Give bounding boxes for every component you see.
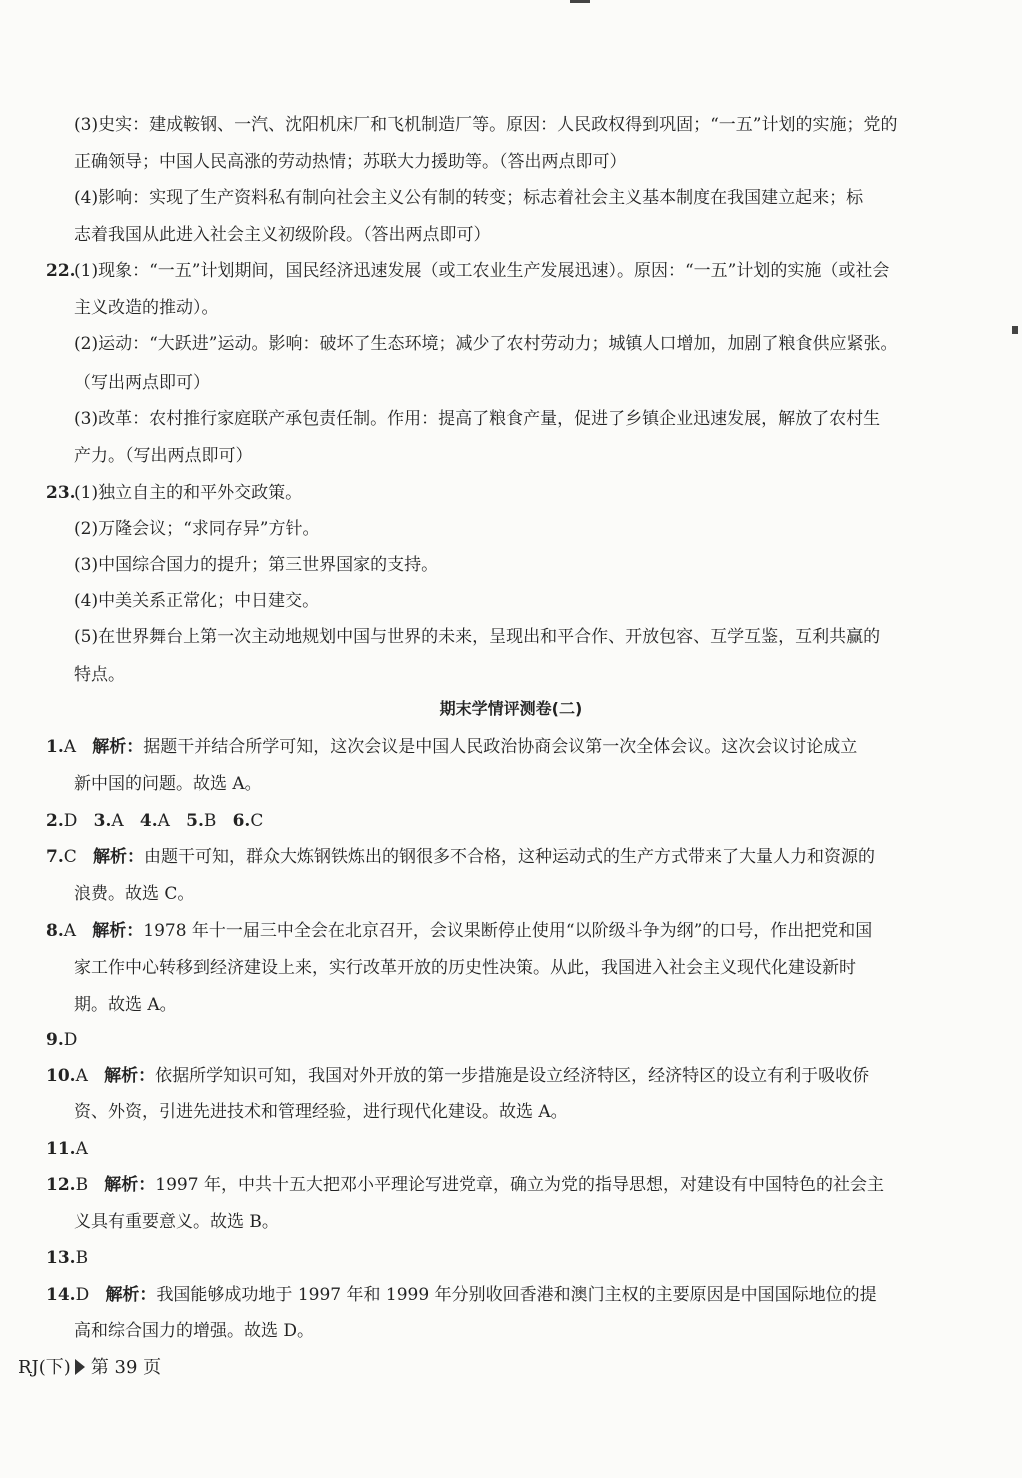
answer-choice: A bbox=[157, 811, 170, 831]
answer-number: 1. bbox=[46, 737, 64, 757]
answer-choice: A bbox=[111, 811, 124, 831]
answers-2-6 bbox=[46, 810, 263, 832]
analysis-text: 据题干并结合所学可知，这次会议是中国人民政治协商会议第一次全体会议。这次会议讨论成立 bbox=[143, 737, 858, 757]
answer-number: 5. bbox=[186, 811, 204, 831]
answer-9 bbox=[46, 1029, 77, 1051]
answer-choice: B bbox=[203, 811, 217, 831]
scan-mark bbox=[570, 0, 590, 3]
answer-choice: A bbox=[75, 1139, 88, 1159]
margin-mark bbox=[1012, 326, 1018, 334]
answer-number: 12. bbox=[46, 1175, 76, 1195]
answer-13 bbox=[46, 1247, 88, 1269]
q21-part4-line2: 志着我国从此进入社会主义初级阶段。（答出两点即可） bbox=[74, 225, 491, 245]
answer-number: 9. bbox=[46, 1030, 64, 1050]
answer-number: 2. bbox=[46, 811, 64, 831]
page-footer bbox=[18, 1356, 161, 1380]
answer-choice: D bbox=[63, 1030, 78, 1050]
q22-part3-line2: 产力。（写出两点即可） bbox=[74, 446, 253, 466]
q23-part2: (2)万隆会议；“求同存异”方针。 bbox=[74, 519, 320, 539]
q21-part3-line2: 正确领导；中国人民高涨的劳动热情；苏联大力援助等。（答出两点即可） bbox=[74, 152, 627, 172]
answer-number: 13. bbox=[46, 1248, 76, 1268]
q23-part1: (1)独立自主的和平外交政策。 bbox=[74, 483, 303, 503]
edition-label: RJ(下) bbox=[18, 1357, 71, 1378]
answer-number: 6. bbox=[232, 811, 251, 831]
q23-part4: (4)中美关系正常化；中日建交。 bbox=[74, 591, 320, 611]
answer-choice: D bbox=[75, 1285, 90, 1305]
analysis-label: 解析： bbox=[105, 1285, 157, 1305]
answer-1-line2: 新中国的问题。故选 A。 bbox=[74, 774, 262, 794]
analysis-text: 1978 年十一届三中全会在北京召开，会议果断停止使用“以阶级斗争为纲”的口号，作出把党和国 bbox=[143, 921, 873, 941]
answer-7-line1 bbox=[46, 846, 875, 868]
answer-choice: B bbox=[75, 1248, 89, 1268]
analysis-text: 1997 年，中共十五大把邓小平理论写进党章，确立为党的指导思想，对建设有中国特色的社会主 bbox=[155, 1175, 884, 1195]
q22-part2-line2: （写出两点即可） bbox=[74, 373, 210, 393]
analysis-label: 解析： bbox=[92, 921, 144, 941]
analysis-text: 我国能够成功地于 1997 年和 1999 年分别收回香港和澳门主权的主要原因是中国国际地位的提 bbox=[156, 1285, 877, 1305]
answer-choice: C bbox=[63, 847, 77, 867]
answer-choice: B bbox=[75, 1175, 89, 1195]
q21-part4-line1: (4)影响：实现了生产资料私有制向社会主义公有制的转变；标志着社会主义基本制度在我国建立起来；标 bbox=[74, 188, 864, 208]
answer-choice: D bbox=[63, 811, 78, 831]
q22-number: 22. bbox=[46, 261, 76, 281]
q22-part2-line1: (2)运动：“大跃进”运动。影响：破坏了生态环境；减少了农村劳动力；城镇人口增加，加剧了粮食供应紧张。 bbox=[74, 334, 898, 354]
section-title: 期末学情评测卷(二) bbox=[439, 699, 583, 718]
answer-1-line1 bbox=[46, 736, 857, 758]
answer-choice: A bbox=[75, 1066, 88, 1086]
analysis-label: 解析： bbox=[92, 737, 144, 757]
answer-14-line2: 高和综合国力的增强。故选 D。 bbox=[74, 1321, 315, 1341]
analysis-label: 解析： bbox=[92, 847, 144, 867]
analysis-label: 解析： bbox=[104, 1066, 156, 1086]
answer-10-line1 bbox=[46, 1065, 869, 1087]
answer-8-line3: 期。故选 A。 bbox=[74, 995, 177, 1015]
q23-part3: (3)中国综合国力的提升；第三世界国家的支持。 bbox=[74, 555, 439, 575]
answer-7-line2: 浪费。故选 C。 bbox=[74, 884, 195, 904]
analysis-text: 由题干可知，群众大炼钢铁炼出的钢很多不合格，这种运动式的生产方式带来了大量人力和资源的 bbox=[143, 847, 875, 867]
answer-number: 4. bbox=[139, 811, 158, 831]
answer-choice: A bbox=[63, 737, 77, 757]
answer-number: 14. bbox=[46, 1285, 76, 1305]
triangle-right-icon bbox=[75, 1359, 85, 1375]
answer-number: 3. bbox=[93, 811, 112, 831]
answer-10-line2: 资、外资，引进先进技术和管理经验，进行现代化建设。故选 A。 bbox=[74, 1102, 568, 1122]
answer-12-line1 bbox=[46, 1174, 884, 1196]
q23-part5-line2: 特点。 bbox=[74, 665, 125, 685]
page-number: 第 39 页 bbox=[90, 1357, 162, 1378]
answer-14-line1 bbox=[46, 1284, 877, 1306]
answer-choice: A bbox=[63, 921, 77, 941]
q23-number: 23. bbox=[46, 483, 76, 503]
answer-8-line1 bbox=[46, 920, 872, 942]
q21-part3-line1: (3)史实：建成鞍钢、一汽、沈阳机床厂和飞机制造厂等。原因：人民政权得到巩固；“一五”计划的实施；党的 bbox=[74, 115, 898, 135]
q22-part1-line1: (1)现象：“一五”计划期间，国民经济迅速发展（或工农业生产发展迅速）。原因：“一五”计划的实施（或社会 bbox=[74, 261, 890, 281]
answer-number: 10. bbox=[46, 1066, 76, 1086]
q22-part3-line1: (3)改革：农村推行家庭联产承包责任制。作用：提高了粮食产量，促进了乡镇企业迅速发展，解放了农村生 bbox=[74, 409, 881, 429]
answer-number: 7. bbox=[46, 847, 64, 867]
answer-number: 11. bbox=[46, 1139, 76, 1159]
answer-choice: C bbox=[250, 811, 264, 831]
q23-part5-line1: (5)在世界舞台上第一次主动地规划中国与世界的未来，呈现出和平合作、开放包容、互学互鉴，互利共赢的 bbox=[74, 627, 881, 647]
q22-part1-line2: 主义改造的推动）。 bbox=[74, 298, 219, 318]
analysis-label: 解析： bbox=[104, 1175, 156, 1195]
answer-12-line2: 义具有重要意义。故选 B。 bbox=[74, 1212, 279, 1232]
answer-number: 8. bbox=[46, 921, 64, 941]
answer-11 bbox=[46, 1138, 88, 1160]
answer-8-line2: 家工作中心转移到经济建设上来，实行改革开放的历史性决策。从此，我国进入社会主义现代化建设新时 bbox=[74, 958, 856, 978]
analysis-text: 依据所学知识可知，我国对外开放的第一步措施是设立经济特区，经济特区的设立有利于吸收侨 bbox=[155, 1066, 870, 1086]
